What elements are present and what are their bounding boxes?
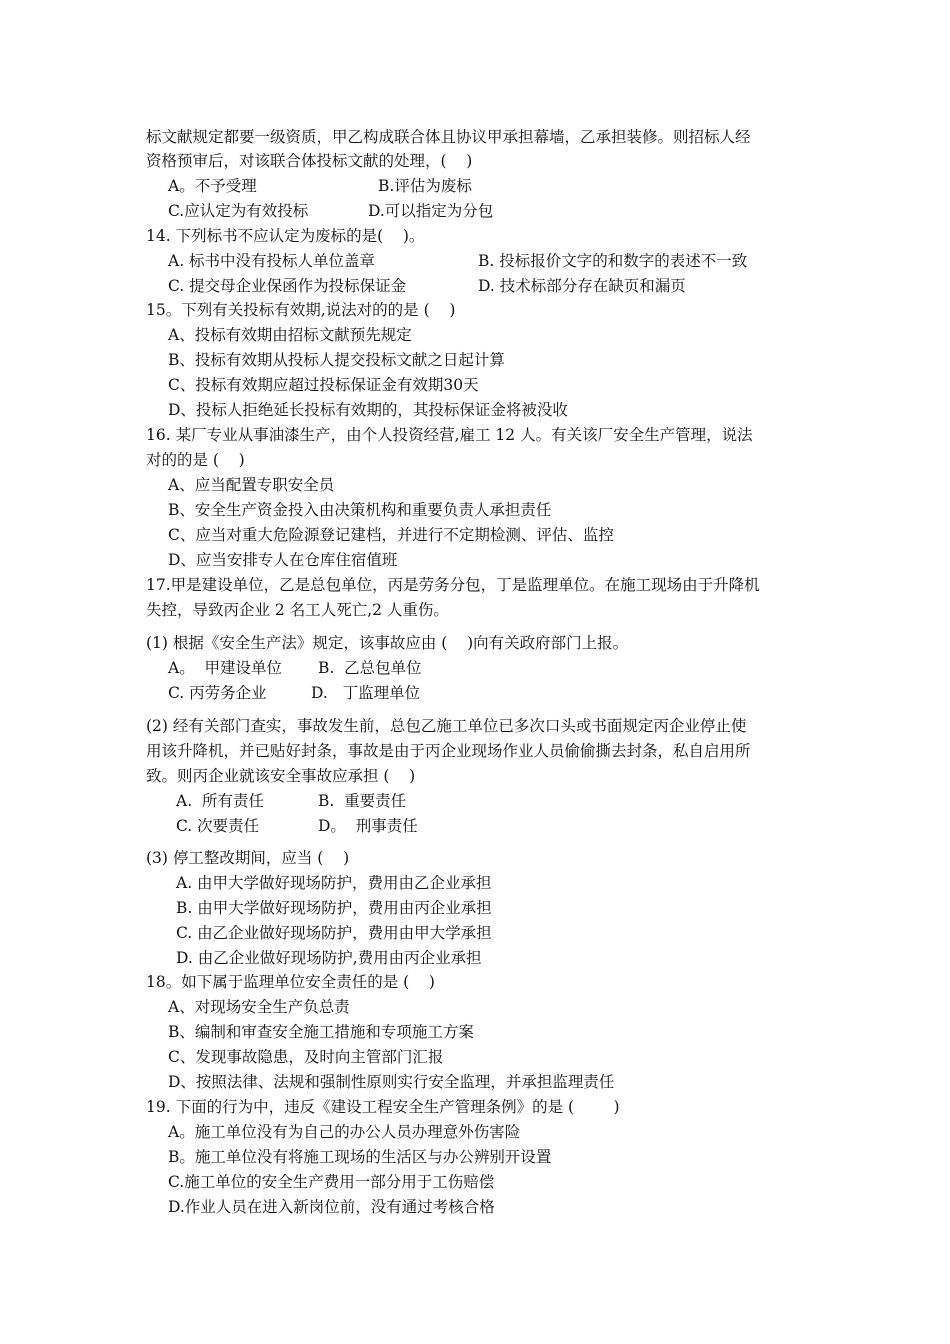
question-17-3-option-d: D. 由乙企业做好现场防护,费用由丙企业承担 — [176, 949, 482, 967]
question-16-option-d: D、应当安排专人在仓库住宿值班 — [168, 551, 398, 569]
question-17-3-option-b: B. 由甲大学做好现场防护，费用由丙企业承担 — [176, 899, 492, 917]
question-13-option-c: C.应认定为有效投标 — [168, 202, 309, 220]
question-15-option-a: A、投标有效期由招标文献预先规定 — [168, 326, 412, 344]
question-15-option-b: B、投标有效期从投标人提交投标文献之日起计算 — [168, 351, 505, 369]
question-15-option-d: D、投标人拒绝延长投标有效期的，其投标保证金将被没收 — [168, 401, 568, 419]
question-17-stem-line-2: 失控，导致丙企业 2 名工人死亡,2 人重伤。 — [146, 601, 449, 619]
question-14-stem: 14. 下列标书不应认定为废标的是( )。 — [146, 227, 425, 245]
question-13-option-a: A。不予受理 — [168, 177, 257, 195]
question-14-option-a: A. 标书中没有投标人单位盖章 — [168, 252, 376, 270]
question-19-option-d: D.作业人员在进入新岗位前，没有通过考核合格 — [168, 1198, 495, 1216]
question-16-stem-line-1: 16. 某厂专业从事油漆生产，由个人投资经营,雇工 12 人。有关该厂安全生产管理，说法 — [146, 426, 753, 444]
question-16-stem-line-2: 对的的是 ( ) — [146, 451, 245, 469]
question-17-2-stem-line-1: (2) 经有关部门查实，事故发生前，总包乙施工单位已多次口头或书面规定丙企业停止使 — [146, 717, 747, 735]
question-16-option-a: A、应当配置专职安全员 — [168, 476, 335, 494]
question-17-1-option-b: B. 乙总包单位 — [318, 659, 422, 677]
question-14-option-b: B. 投标报价文字的和数字的表述不一致 — [478, 252, 748, 270]
question-17-3-option-c: C. 由乙企业做好现场防护，费用由甲大学承担 — [176, 924, 492, 942]
question-13-stem-line-2: 资格预审后，对该联合体投标文献的处理，( ) — [146, 152, 473, 170]
question-15-stem: 15。下列有关投标有效期,说法对的的是 ( ) — [146, 301, 456, 319]
question-17-3-stem: (3) 停工整改期间，应当 ( ) — [146, 849, 350, 867]
question-16-option-c: C、应当对重大危险源登记建档，并进行不定期检测、评估、监控 — [168, 526, 614, 544]
question-15-option-c: C、投标有效期应超过投标保证金有效期30天 — [168, 376, 479, 394]
question-18-option-a: A、对现场安全生产负总责 — [168, 998, 350, 1016]
question-18-stem: 18。如下属于监理单位安全责任的是 ( ) — [146, 973, 435, 991]
question-17-2-stem-line-3: 致。则丙企业就该安全事故应承担 ( ) — [146, 767, 416, 785]
question-19-option-c: C.施工单位的安全生产费用一部分用于工伤赔偿 — [168, 1173, 495, 1191]
question-14-option-d: D. 技术标部分存在缺页和漏页 — [478, 277, 686, 295]
question-18-option-c: C、发现事故隐患，及时向主管部门汇报 — [168, 1048, 444, 1066]
question-17-1-option-d: D. 丁监理单位 — [311, 684, 421, 702]
question-14-option-c: C. 提交母企业保函作为投标保证金 — [168, 277, 407, 295]
question-18-option-b: B、编制和审查安全施工措施和专项施工方案 — [168, 1023, 474, 1041]
question-17-1-option-c: C. 丙劳务企业 — [168, 684, 267, 702]
question-19-stem: 19. 下面的行为中，违反《建设工程安全生产管理条例》的是 ( ) — [146, 1098, 620, 1116]
question-17-1-stem: (1) 根据《安全生产法》规定，该事故应由 ( )向有关政府部门上报。 — [146, 634, 629, 652]
question-17-2-option-c: C. 次要责任 — [176, 817, 260, 835]
question-17-2-stem-line-2: 用该升降机，并已贴好封条，事故是由于丙企业现场作业人员偷偷撕去封条，私自启用所 — [146, 742, 751, 760]
question-13-stem-line-1: 标文献规定都要一级资质，甲乙构成联合体且协议甲承担幕墙，乙承担装修。则招标人经 — [146, 128, 751, 146]
question-17-2-option-b: B. 重要责任 — [318, 792, 407, 810]
question-17-3-option-a: A. 由甲大学做好现场防护，费用由乙企业承担 — [176, 874, 492, 892]
question-17-1-option-a: A。 甲建设单位 — [168, 659, 283, 677]
question-19-option-a: A。施工单位没有为自己的办公人员办理意外伤害险 — [168, 1123, 521, 1141]
question-16-option-b: B、安全生产资金投入由决策机构和重要负责人承担责任 — [168, 501, 552, 519]
question-13-option-b: B.评估为废标 — [378, 177, 472, 195]
question-19-option-b: B。施工单位没有将施工现场的生活区与办公辨别开设置 — [168, 1148, 552, 1166]
question-17-stem-line-1: 17.甲是建设单位，乙是总包单位，丙是劳务分包，丁是监理单位。在施工现场由于升降机 — [146, 576, 760, 594]
question-13-option-d: D.可以指定为分包 — [368, 202, 494, 220]
question-17-2-option-a: A. 所有责任 — [176, 792, 264, 810]
question-17-2-option-d: D。 刑事责任 — [318, 817, 418, 835]
question-18-option-d: D、按照法律、法规和强制性原则实行安全监理，并承担监理责任 — [168, 1073, 615, 1091]
